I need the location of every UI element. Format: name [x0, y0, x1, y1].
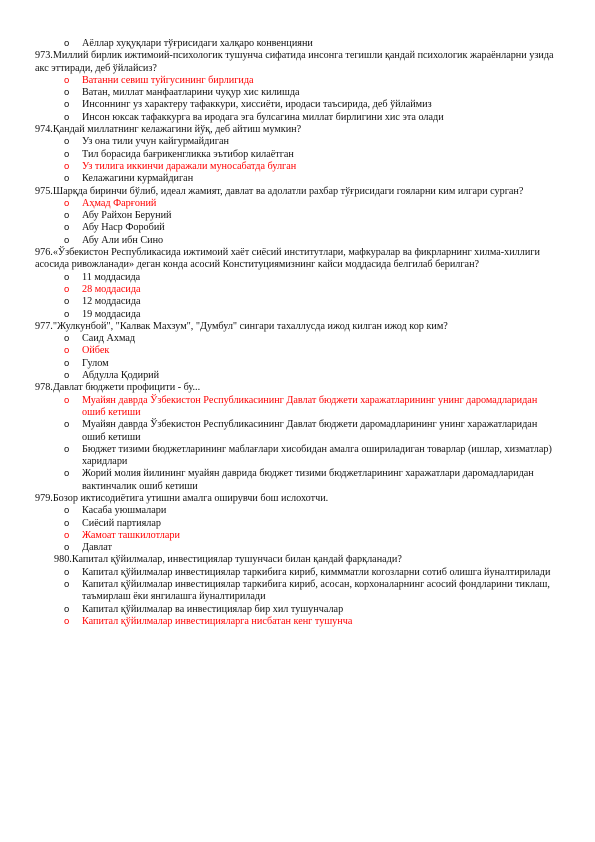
answer-option-label: Абу Наср Форобий — [82, 222, 165, 234]
circle-bullet-icon: o — [64, 370, 70, 382]
answer-option-label: Аёллар хуқуқлари тўғрисидаги халқаро конвенцияни — [82, 38, 313, 49]
answer-option-label: Тил борасида бағрикенгликка эътибор килаётган — [82, 148, 294, 160]
answer-option-correct — [0, 530, 595, 542]
circle-bullet-icon: o — [64, 74, 70, 86]
answer-option-label: Уз тилига иккинчи даражали муносабатда булган — [82, 160, 297, 172]
answer-option — [0, 579, 595, 604]
answer-option-label: Жамоат ташкилотлари — [82, 529, 180, 541]
answer-option-label: Ойбек — [82, 345, 110, 357]
answer-option-label: Абу Райхон Беруний — [82, 210, 172, 222]
circle-bullet-icon: o — [64, 197, 70, 209]
answer-option — [0, 444, 595, 469]
circle-bullet-icon: o — [64, 234, 70, 246]
answer-option — [0, 505, 595, 517]
answer-option-correct — [0, 198, 595, 210]
answer-option-label: Давлат — [82, 542, 112, 554]
circle-bullet-icon: o — [64, 136, 70, 148]
answer-option — [0, 136, 595, 148]
answer-option — [0, 370, 595, 382]
answer-option-label: Гулом — [82, 357, 109, 369]
circle-bullet-icon: o — [64, 603, 70, 615]
circle-bullet-icon: o — [64, 308, 70, 320]
circle-bullet-icon: o — [64, 87, 70, 99]
answer-option — [0, 173, 595, 185]
answer-option-label: 19 моддасида — [82, 308, 141, 320]
circle-bullet-icon: o — [64, 357, 70, 369]
question-text: 973.Миллий бирлик ижтимоий-психологик тушунча сифатида инсонга тегишли қандай психологик жараёнларни узида акс эттиради, деб ўйлайсиз? — [35, 50, 554, 74]
question-text: 974.Қандай миллатнинг келажагини йўқ, деб айтиш мумкин? — [35, 124, 302, 136]
answer-option-correct — [0, 395, 595, 420]
answer-option-label: Абу Али ибн Сино — [82, 234, 164, 246]
answer-option — [0, 272, 595, 284]
circle-bullet-icon: o — [64, 271, 70, 283]
circle-bullet-icon: o — [64, 517, 70, 529]
answer-option — [0, 99, 595, 111]
answer-option-label: Жорий молия йилининг муайян даврида бюджет тизими бюджетларининг харажатлари даромадларидан вактинчалик ошиб кетиши — [82, 468, 534, 492]
answer-option-label: 12 моддасида — [82, 296, 141, 308]
question-text: 978.Давлат бюджети профицити - бу... — [35, 382, 201, 394]
answer-option-correct — [0, 75, 595, 87]
answer-option-label: 28 моддасида — [82, 283, 141, 295]
question-text: 980.Капитал қўйилмалар, инвестициялар тушунчаси билан қандай фарқланади? — [54, 554, 402, 566]
circle-bullet-icon: o — [64, 296, 70, 308]
answer-option — [0, 333, 595, 345]
answer-option-label: 11 моддасида — [82, 271, 141, 283]
answer-option-label: Саид Ахмад — [82, 333, 136, 345]
answer-option-label: Касаба уюшмалари — [82, 505, 167, 517]
circle-bullet-icon: o — [64, 468, 70, 480]
circle-bullet-icon: o — [64, 283, 70, 295]
answer-option — [0, 149, 595, 161]
answer-option-label: Ватан, миллат манфаатларини чуқур хис килишда — [82, 87, 300, 99]
answer-option-label: Ватанни севиш туйгусининг бирлигида — [82, 74, 254, 86]
answer-option — [0, 567, 595, 579]
circle-bullet-icon: o — [64, 148, 70, 160]
circle-bullet-icon: o — [64, 173, 70, 185]
circle-bullet-icon: o — [64, 222, 70, 234]
answer-option-label: Инсон юксак тафаккурга ва иродага эга булсагина миллат бирлигини хис эта олади — [82, 111, 444, 123]
circle-bullet-icon: o — [64, 111, 70, 123]
answer-option — [0, 235, 595, 247]
answer-option — [0, 210, 595, 222]
answer-option-label: Сиёсий партиялар — [82, 517, 161, 529]
answer-option-label: Инсоннинг уз характеру тафаккури, хиссиёти, иродаси таъсирида, деб ўйлаймиз — [82, 99, 432, 111]
answer-option-label: Бюджет тизими бюджетларининг маблағлари хисобидан амалга ошириладиган товарлар (ишлар, хизматлар) харидлари — [82, 443, 552, 468]
circle-bullet-icon: o — [64, 333, 70, 345]
answer-option-label: Муайян даврда Ўзбекистон Республикасининг Давлат бюджети харажатларининг унинг даромадларидан ошиб кетиши — [82, 394, 538, 418]
answer-option — [0, 87, 595, 99]
answer-option — [0, 309, 595, 321]
document-body — [0, 38, 595, 628]
circle-bullet-icon: o — [64, 443, 70, 455]
answer-option-correct — [0, 161, 595, 173]
answer-option — [0, 38, 595, 50]
circle-bullet-icon: o — [64, 160, 70, 172]
circle-bullet-icon: o — [64, 615, 70, 627]
answer-option-label: Капитал қўйилмалар инвестициялар таркибига кириб, асосан, корхоналарнинг асосий фондларини тиклаш, таъмирлаш ёки янгилашга йуналтирилади — [82, 579, 550, 603]
answer-option — [0, 358, 595, 370]
answer-option-label: Капитал қўйилмалар инвестициялар таркибига кириб, киммматли когозларни сотиб олишга йуналтирилади — [82, 566, 551, 578]
answer-option-correct — [0, 284, 595, 296]
circle-bullet-icon: o — [64, 394, 70, 406]
circle-bullet-icon: o — [64, 529, 70, 541]
circle-bullet-icon: o — [64, 210, 70, 222]
answer-option-label: Капитал қўйилмалар инвестицияларга нисбатан кенг тушунча — [82, 615, 353, 627]
answer-option-label: Келажагини курмайдиган — [82, 173, 194, 185]
answer-option — [0, 296, 595, 308]
circle-bullet-icon: o — [64, 38, 70, 49]
question-text: 976.«Ўзбекистон Республикасида ижтимоий хаёт сиёсий институтлари, мафкуралар ва фикрларнинг хилма-хиллиги асосида ривожланади» деган конда асосий Конституциямизнинг кайси моддасида белгилаб берилган? — [35, 247, 540, 271]
answer-option-label: Муайян даврда Ўзбекистон Республикасининг Давлат бюджети даромадларининг унинг харажатларидан ошиб кетиши — [82, 419, 538, 443]
answer-option-label: Уз она тили учун кайгурмайдиган — [82, 136, 229, 148]
answer-option — [0, 419, 595, 444]
answer-option — [0, 542, 595, 554]
answer-option — [0, 518, 595, 530]
question-text: 975.Шарқда биринчи бўлиб, идеал жамият, давлат ва адолатли рахбар тўғрисидаги гояларни ким илгари сурган? — [35, 185, 524, 197]
question-text: 977."Жулкунбой", "Калвак Махзум", "Думбул" сингари тахаллусда ижод килган ижод кор ким? — [35, 320, 448, 332]
answer-option-correct — [0, 616, 595, 628]
circle-bullet-icon: o — [64, 419, 70, 431]
circle-bullet-icon: o — [64, 99, 70, 111]
circle-bullet-icon: o — [64, 579, 70, 591]
circle-bullet-icon: o — [64, 566, 70, 578]
answer-option-label: Капитал қўйилмалар ва инвестициялар бир хил тушунчалар — [82, 603, 344, 615]
answer-option-correct — [0, 345, 595, 357]
circle-bullet-icon: o — [64, 345, 70, 357]
answer-option-label: Аҳмад Фарғоний — [82, 197, 157, 209]
answer-option — [0, 604, 595, 616]
answer-option — [0, 112, 595, 124]
answer-option — [0, 222, 595, 234]
question-text: 979.Бозор иктисодиётига утишни амалга оширувчи бош ислохотчи. — [35, 492, 329, 504]
circle-bullet-icon: o — [64, 505, 70, 517]
circle-bullet-icon: o — [64, 542, 70, 554]
answer-option-label: Абдулла Қодирий — [82, 370, 160, 382]
answer-option — [0, 468, 595, 493]
